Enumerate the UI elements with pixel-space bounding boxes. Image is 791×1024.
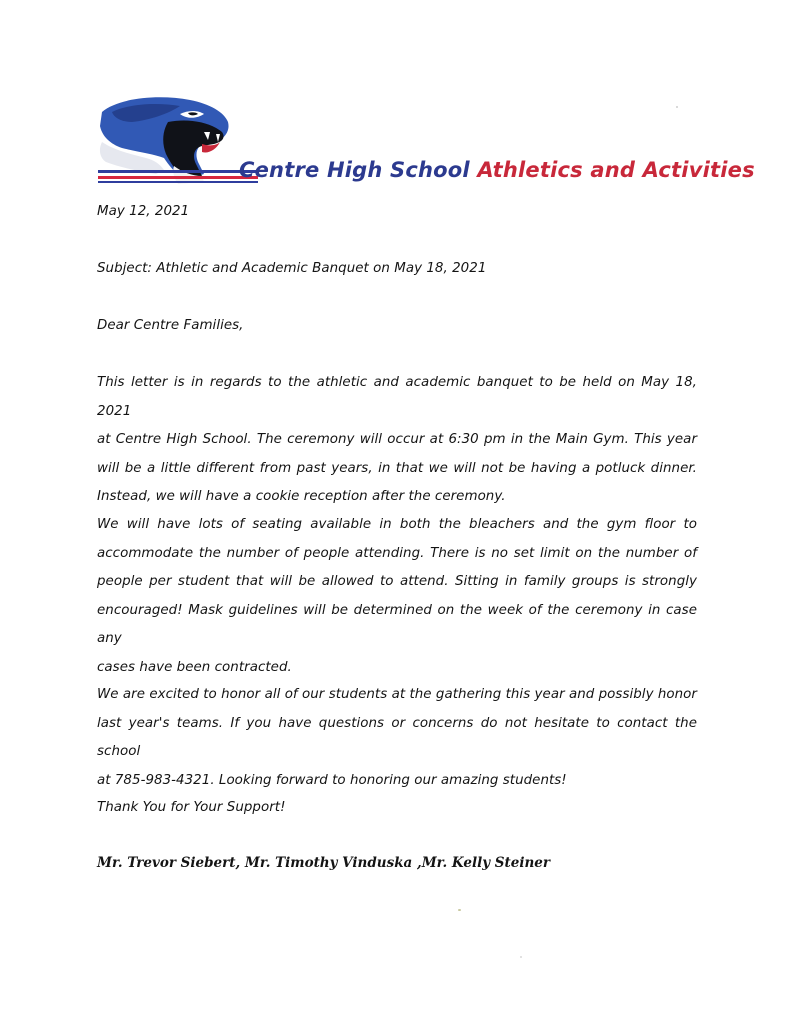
paragraph-line: We are excited to honor all of our students at the gathering this year and possibly honor [97, 687, 697, 702]
letterhead-rule-blue [98, 170, 258, 173]
paragraph-line: cases have been contracted. [97, 659, 292, 675]
paragraph-line: last year's teams. If you have questions or concerns do not hesitate to contact the school [97, 715, 697, 759]
letter-subject: Subject: Athletic and Academic Banquet on May 18, 2021 [97, 261, 487, 276]
paragraph-1 [97, 369, 697, 512]
paragraph-line: will be a little different from past years, in that we will not be having a potluck dinner. [97, 460, 697, 476]
letterhead-rule-blue-thin [98, 181, 258, 183]
letter-closing: Thank You for Your Support! [97, 800, 286, 815]
letter-date: May 12, 2021 [97, 204, 190, 219]
letterhead-title [239, 158, 755, 182]
letter-salutation: Dear Centre Families, [97, 318, 244, 333]
paragraph-line: This letter is in regards to the athletic and academic banquet to be held on May 18, 2021 [97, 375, 697, 419]
scan-speck [520, 956, 522, 958]
school-name: Centre High School [239, 158, 470, 182]
paragraph-line: at 785-983-4321. Looking forward to honoring our amazing students! [97, 772, 567, 788]
paragraph-line: people per student that will be allowed to attend. Sitting in family groups is strongly [97, 574, 697, 589]
scan-speck [458, 909, 461, 911]
department-name: Athletics and Activities [477, 158, 755, 182]
scan-speck [676, 106, 678, 108]
signature-line: Mr. Trevor Siebert, Mr. Timothy Vinduska ,Mr. Kelly Steiner [97, 855, 550, 871]
paragraph-line: Instead, we will have a cookie reception after the ceremony. [97, 489, 506, 504]
paragraph-line: We will have lots of seating available in both the bleachers and the gym floor to [97, 517, 697, 532]
paragraph-line: at Centre High School. The ceremony will occur at 6:30 pm in the Main Gym. This year [97, 432, 697, 447]
paragraph-3 [97, 681, 697, 795]
letterhead [98, 92, 755, 188]
paragraph-2 [97, 511, 697, 682]
letterhead-rule-red [98, 176, 258, 179]
paragraph-line: encouraged! Mask guidelines will be determined on the week of the ceremony in case any [97, 602, 697, 646]
paragraph-line: accommodate the number of people attending. There is no set limit on the number of [97, 545, 697, 561]
